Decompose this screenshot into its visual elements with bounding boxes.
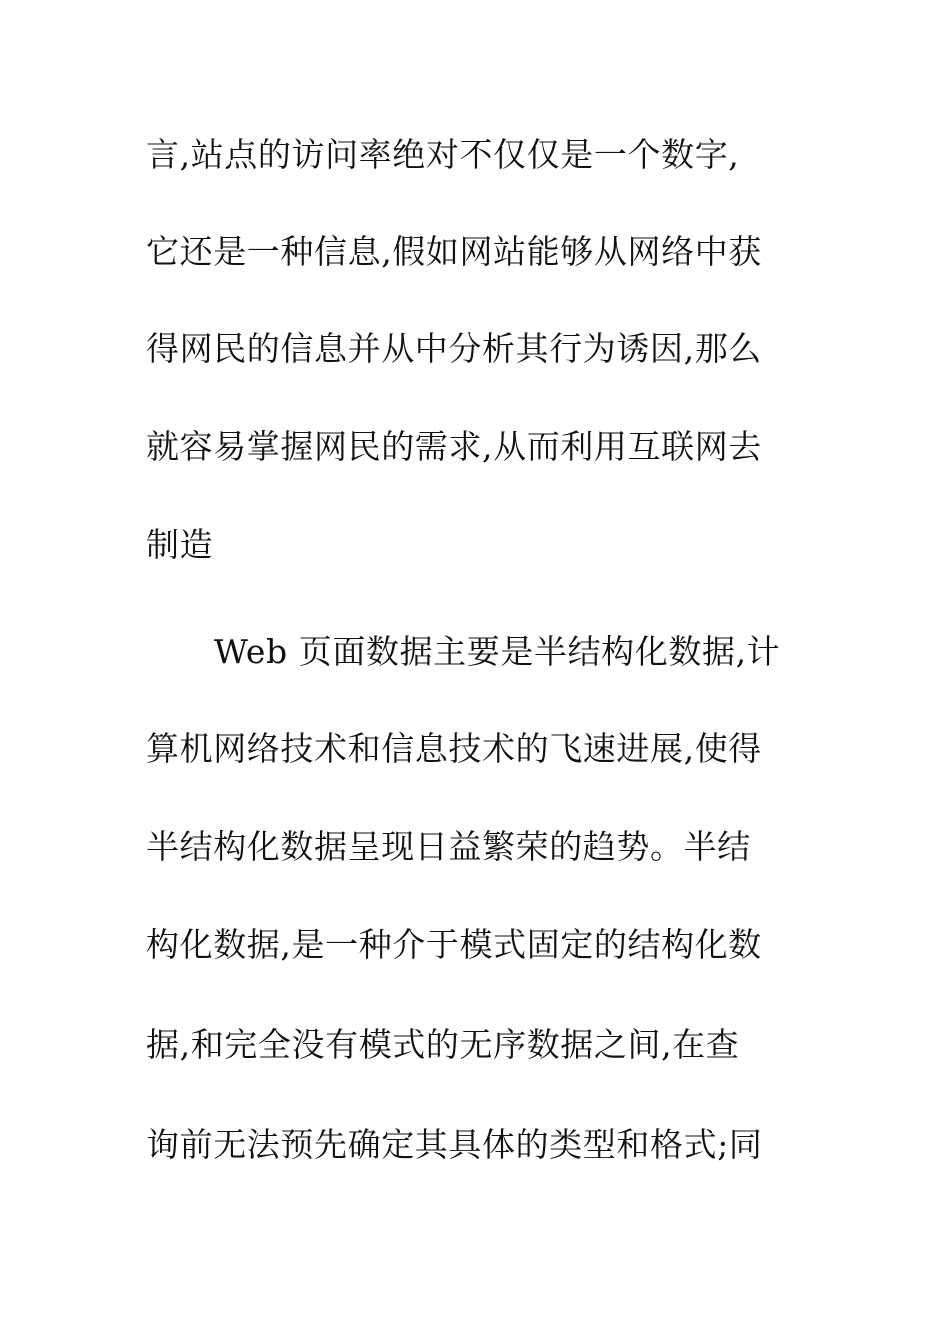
text-line-6: Web 页面数据主要是半结构化数据,计 [214,632,781,671]
text-line-1: 言,站点的访问率绝对不仅仅是一个数字, [146,135,740,174]
text-line-2: 它还是一种信息,假如网站能够从网络中获 [146,232,762,271]
text-line-9: 构化数据,是一种介于模式固定的结构化数 [146,925,762,964]
text-line-4: 就容易掌握网民的需求,从而利用互联网去 [146,427,762,466]
text-line-5: 制造 [146,525,214,564]
text-line-7: 算机网络技术和信息技术的飞速进展,使得 [146,729,762,768]
text-line-10: 据,和完全没有模式的无序数据之间,在查 [146,1025,740,1064]
text-line-3: 得网民的信息并从中分析其行为诱因,那么 [146,329,762,368]
text-line-11: 询前无法预先确定其具体的类型和格式;同 [146,1125,763,1164]
text-line-8: 半结构化数据呈现日益繁荣的趋势。半结 [146,827,751,866]
